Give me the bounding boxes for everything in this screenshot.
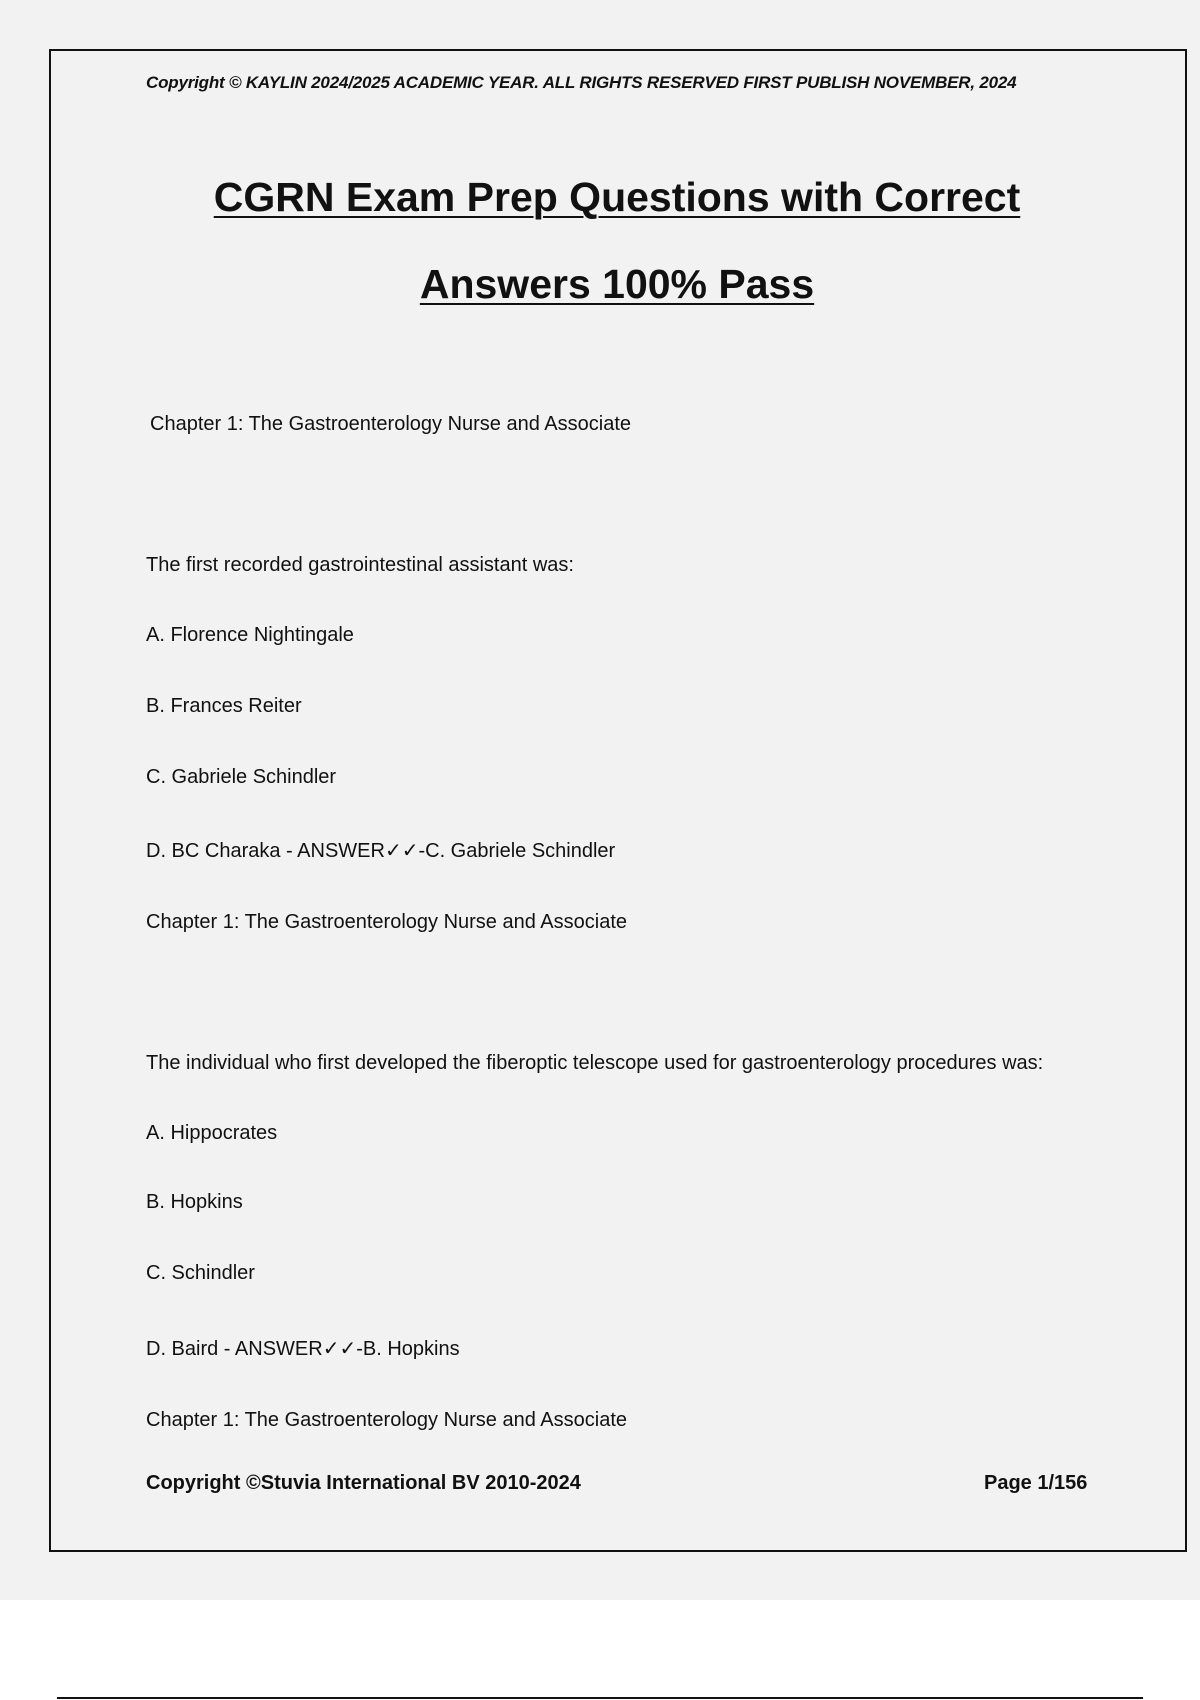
question-2-option-c: C. Schindler	[146, 1262, 255, 1284]
page-number: Page 1/156	[984, 1472, 1088, 1494]
question-2-option-d-answer: D. Baird - ANSWER✓✓-B. Hopkins	[146, 1338, 460, 1360]
question-2-option-a: A. Hippocrates	[146, 1122, 278, 1144]
question-1-option-b: B. Frances Reiter	[146, 695, 302, 717]
document-title-line-1: CGRN Exam Prep Questions with Correct	[213, 174, 1021, 220]
question-1-option-c: C. Gabriele Schindler	[146, 766, 337, 788]
footer-copyright: Copyright ©Stuvia International BV 2010-2024	[146, 1472, 581, 1494]
document-title-line-2: Answers 100% Pass	[419, 261, 815, 307]
question-1-text: The first recorded gastrointestinal assistant was:	[146, 554, 574, 576]
question-2-option-b: B. Hopkins	[146, 1191, 243, 1213]
question-1-chapter: Chapter 1: The Gastroenterology Nurse and Associate	[146, 911, 628, 933]
question-2-text: The individual who first developed the fiberoptic telescope used for gastroenterology procedures was:	[146, 1052, 1044, 1074]
question-1-option-a: A. Florence Nightingale	[146, 624, 354, 646]
next-page-top-border	[57, 1697, 1143, 1699]
header-copyright: Copyright © KAYLIN 2024/2025 ACADEMIC YEAR. ALL RIGHTS RESERVED FIRST PUBLISH NOVEMBER, 2024	[146, 73, 1017, 92]
question-2-chapter: Chapter 1: The Gastroenterology Nurse and Associate	[146, 1409, 628, 1431]
chapter-heading: Chapter 1: The Gastroenterology Nurse and Associate	[150, 413, 632, 435]
question-1-option-d-answer: D. BC Charaka - ANSWER✓✓-C. Gabriele Schindler	[146, 840, 616, 862]
